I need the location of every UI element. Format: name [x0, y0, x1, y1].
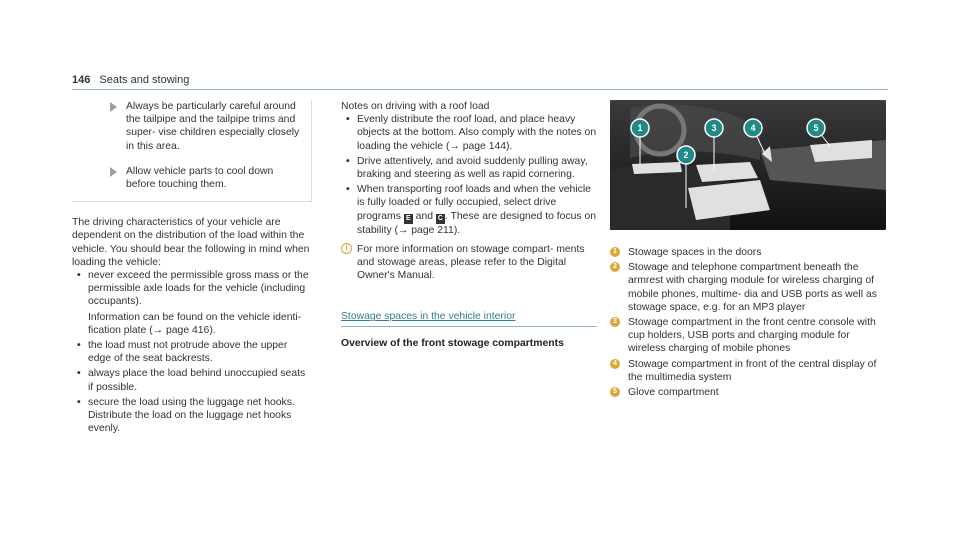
list-item: • the load must not protrude above the upper edge of the seat backrests.	[77, 340, 288, 365]
arrow-bullet-icon	[110, 167, 117, 177]
legend-item: 4 Stowage compartment in front of the central display of the multimedia system	[610, 358, 886, 384]
loading-bullets	[72, 269, 312, 435]
callout-label: 4	[750, 123, 756, 133]
info-icon: i	[341, 243, 352, 254]
legend-item: 1 Stowage spaces in the doors	[610, 246, 886, 259]
list-item: • When transporting roof loads and when the vehicle is fully loaded or fully occupied, select drive programs E and C . These are designed to focus on stability (→ page 211).	[346, 184, 597, 236]
arrow-ref-icon: →	[152, 324, 164, 336]
callout-label: 3	[711, 123, 717, 133]
tip-item	[100, 100, 301, 153]
legend-item: 5 Glove compartment	[610, 386, 886, 399]
subsection-title: Overview of the front stowage compartments	[341, 337, 564, 349]
interior-photo	[610, 100, 886, 230]
tip-item	[100, 165, 301, 191]
legend-number: 4	[610, 359, 620, 369]
page-header-title: Seats and stowing	[99, 74, 190, 86]
legend-number: 5	[610, 387, 620, 397]
callout-label: 5	[813, 123, 819, 133]
warning-tips-box	[72, 100, 312, 202]
tip-text: Always be particularly careful around the tailpipe and the tailpipe trims and super- vise children especially closely in this area.	[126, 101, 300, 152]
loading-intro: The driving characteristics of your vehicle are dependent on the distribution of the load within the vehicle. You should bear the following in mind when loading the vehicle:	[72, 217, 310, 268]
legend-item: 3 Stowage compartment in the front centre console with cup holders, USB ports and charging module for wireless charging of mobile phones	[610, 316, 886, 356]
info-note	[341, 243, 597, 283]
arrow-bullet-icon	[110, 102, 117, 112]
roof-load-heading: Notes on driving with a roof load	[341, 101, 490, 112]
legend-item: 2 Stowage and telephone compartment beneath the armrest with charging module for wireless charging of mobile phones, multime- dia and USB ports as well as stowage space, e.g. for an MP3 player	[610, 261, 886, 314]
callout-label: 2	[683, 150, 689, 160]
legend-number: 3	[610, 317, 620, 327]
section-rule	[341, 326, 597, 327]
list-item: • secure the load using the luggage net hooks. Distribute the load on the luggage net hooks evenly.	[77, 396, 295, 435]
list-subtext: Information can be found on the vehicle identi- fication plate (→ page 416).	[88, 311, 302, 336]
list-item: • Drive attentively, and avoid suddenly pulling away, braking and steering as well as rapid cornering.	[346, 155, 588, 181]
drive-program-c-key: C	[437, 214, 443, 222]
roof-load-bullets	[341, 113, 597, 237]
column-left	[72, 100, 312, 437]
list-item: • Evenly distribute the roof load, and place heavy objects at the bottom. Also comply with the notes on loading the vehicle (→ page 144).	[346, 114, 597, 152]
drive-program-e-key: E	[404, 214, 413, 224]
page-header	[72, 74, 189, 87]
tip-text: Allow vehicle parts to cool down before touching them.	[126, 165, 274, 191]
info-note-text: For more information on stowage compart- ments and stowage areas, please refer to the Digital Owner's Manual.	[357, 243, 585, 282]
list-item: • never exceed the permissible gross mass or the permissible axle loads for the vehicle (including occupants).	[77, 270, 309, 308]
legend-number: 2	[610, 262, 620, 272]
interior-illustration	[610, 100, 886, 230]
list-item: • always place the load behind unoccupied seats if possible.	[77, 368, 306, 393]
figure-legend	[610, 246, 886, 399]
header-rule	[72, 89, 888, 90]
page-ref-link[interactable]: page 416).	[163, 324, 216, 336]
callout-label: 1	[637, 123, 643, 133]
page-number: 146	[72, 74, 91, 86]
legend-number: 1	[610, 247, 620, 257]
section-title-link[interactable]: Stowage spaces in the vehicle interior	[341, 311, 516, 323]
column-middle	[341, 100, 597, 350]
column-right	[610, 100, 886, 401]
